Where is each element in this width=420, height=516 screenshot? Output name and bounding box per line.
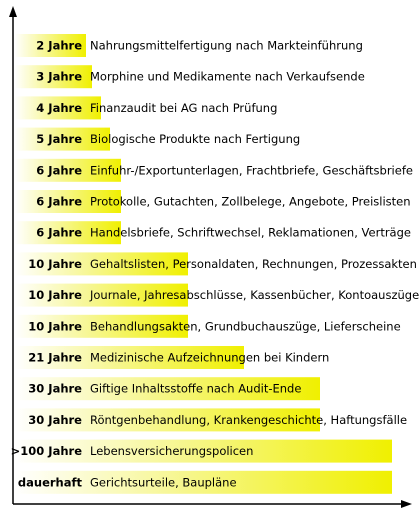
labels-layer	[11, 39, 420, 490]
category-label: Nahrungsmittelfertigung nach Markteinführung	[90, 38, 363, 53]
category-label: Röntgenbehandlung, Krankengeschichte, Haftungsfälle	[90, 412, 408, 427]
category-label: Einfuhr-/Exportunterlagen, Frachtbriefe, Geschäftsbriefe	[90, 163, 413, 178]
y-axis-arrow	[9, 6, 17, 17]
duration-label: 10 Jahre	[28, 256, 82, 271]
category-label: Handelsbriefe, Schriftwechsel, Reklamationen, Verträge	[90, 225, 411, 240]
duration-label: 30 Jahre	[28, 412, 82, 427]
category-label: Gehaltslisten, Personaldaten, Rechnungen, Prozessakten	[90, 256, 417, 271]
duration-label: 21 Jahre	[28, 350, 82, 365]
duration-label: 10 Jahre	[28, 288, 82, 303]
category-label: Finanzaudit bei AG nach Prüfung	[90, 100, 278, 115]
duration-label: 3 Jahre	[36, 69, 82, 84]
duration-label: 6 Jahre	[36, 163, 82, 178]
category-label: Journale, Jahresabschlüsse, Kassenbücher, Kontoauszüge	[90, 288, 420, 303]
category-label: Lebensversicherungspolicen	[90, 444, 254, 459]
duration-label: >100 Jahre	[10, 444, 82, 459]
duration-label: 5 Jahre	[36, 132, 82, 147]
duration-label: 10 Jahre	[28, 319, 82, 334]
category-label: Behandlungsakten, Grundbuchauszüge, Lieferscheine	[90, 319, 401, 334]
category-label: Giftige Inhaltsstoffe nach Audit-Ende	[90, 381, 302, 396]
duration-label: 4 Jahre	[36, 100, 82, 115]
category-label: Medizinische Aufzeichnungen bei Kindern	[90, 350, 330, 365]
x-axis-arrow	[401, 500, 412, 508]
category-label: Gerichtsurteile, Baupläne	[90, 475, 237, 490]
duration-label: 2 Jahre	[36, 38, 82, 53]
duration-label: 6 Jahre	[36, 194, 82, 209]
duration-label: 6 Jahre	[36, 225, 82, 240]
duration-label: 30 Jahre	[28, 381, 82, 396]
category-label: Biologische Produkte nach Fertigung	[90, 132, 301, 147]
duration-label: dauerhaft	[17, 475, 82, 490]
category-label: Protokolle, Gutachten, Zollbelege, Angebote, Preislisten	[90, 194, 411, 209]
category-label: Morphine und Medikamente nach Verkaufsende	[90, 69, 365, 84]
